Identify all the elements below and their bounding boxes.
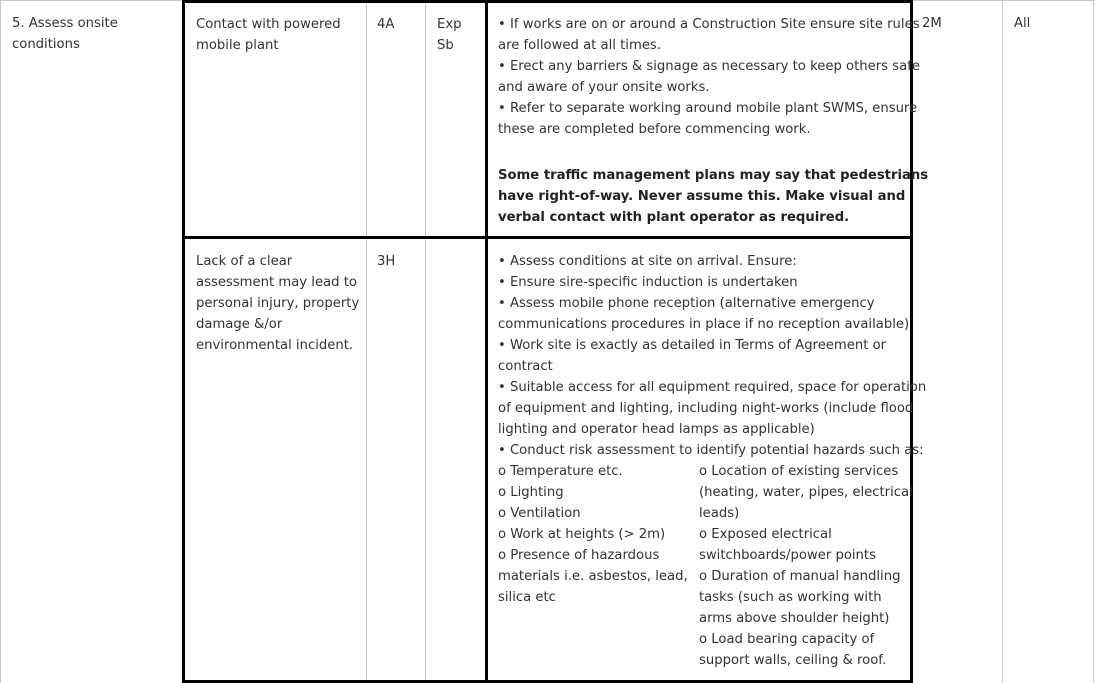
hazard-block-top-border	[182, 0, 913, 3]
hazard-line: mobile plant	[196, 38, 279, 53]
hazard-list-right	[699, 461, 913, 671]
code: Exp	[437, 17, 462, 32]
code: Sb	[437, 38, 454, 53]
hazard-2-risk	[377, 251, 395, 272]
hazard-list-item: silica etc	[498, 590, 556, 605]
activity-line: conditions	[12, 37, 80, 52]
hazard-line: Lack of a clear	[196, 254, 293, 269]
hazard-list-item: tasks (such as working with	[699, 590, 882, 605]
control-line: • Ensure sire-specific induction is undertaken	[498, 275, 798, 290]
control-line: of equipment and lighting, including night-works (include flood	[498, 401, 914, 416]
hazard-1-description	[196, 14, 341, 56]
risk-rating: 4A	[377, 17, 395, 32]
hazard-block-left-border	[182, 0, 185, 683]
hazard-line: damage &/or	[196, 317, 283, 332]
hazard-line: Contact with powered	[196, 17, 341, 32]
hazard-list-item: o Load bearing capacity of	[699, 632, 875, 647]
control-line: • Refer to separate working around mobile plant SWMS, ensure	[498, 101, 918, 116]
hazard-list-left	[498, 461, 688, 608]
control-line: • Work site is exactly as detailed in Terms of Agreement or	[498, 338, 887, 353]
applies-to-cell	[1014, 13, 1030, 34]
hazard-list-item: o Exposed electrical	[699, 527, 832, 542]
hazard-1-risk	[377, 14, 394, 35]
hazard-2-controls	[498, 251, 926, 461]
control-line: these are completed before commencing work.	[498, 122, 811, 137]
hazard-line: environmental incident.	[196, 338, 354, 353]
hazard-row-divider	[182, 236, 913, 239]
responsibility-cell	[922, 13, 942, 34]
hazard-list-item: o Ventilation	[498, 506, 581, 521]
hazard-list-item: o Presence of hazardous	[498, 548, 660, 563]
hazard-list-item: switchboards/power points	[699, 548, 876, 563]
control-line: • Assess conditions at site on arrival. Ensure:	[498, 254, 797, 269]
control-line: • Erect any barriers & signage as necessary to keep others safe	[498, 59, 920, 74]
activity-cell	[12, 13, 118, 55]
hazard-list-item: support walls, ceiling & roof.	[699, 653, 887, 668]
table-right-border	[1093, 0, 1094, 683]
hazard-list-item: arms above shoulder height)	[699, 611, 890, 626]
responsibility-value: 2M	[922, 16, 942, 31]
control-line: communications procedures in place if no reception available)	[498, 317, 910, 332]
hazard-line: assessment may lead to	[196, 275, 357, 290]
hazard-list-item: o Duration of manual handling	[699, 569, 901, 584]
control-line: contract	[498, 359, 553, 374]
divider-resp-applies	[1002, 0, 1003, 683]
hazard-list-item: materials i.e. asbestos, lead,	[498, 569, 688, 584]
control-line: lighting and operator head lamps as applicable)	[498, 422, 815, 437]
warning-line: have right-of-way. Never assume this. Make visual and	[498, 189, 906, 204]
control-line: are followed at all times.	[498, 38, 661, 53]
hazard-list-item: o Lighting	[498, 485, 564, 500]
divider-hazard-risk-1	[366, 2, 367, 238]
control-line: • Suitable access for all equipment required, space for operation	[498, 380, 927, 395]
divider-risk-codes-2	[425, 240, 426, 683]
hazard-list-item: (heating, water, pipes, electrical	[699, 485, 913, 500]
hazard-list-item: o Work at heights (> 2m)	[498, 527, 666, 542]
activity-line: 5. Assess onsite	[12, 16, 118, 31]
warning-line: verbal contact with plant operator as required.	[498, 210, 850, 225]
applies-to-value: All	[1014, 16, 1031, 31]
control-line: and aware of your onsite works.	[498, 80, 710, 95]
hazard-list-item: o Location of existing services	[699, 464, 899, 479]
hazard-1-codes	[437, 14, 462, 56]
hazard-list-item: o Temperature etc.	[498, 464, 623, 479]
risk-rating: 3H	[377, 254, 396, 269]
hazard-2-description	[196, 251, 359, 356]
table-left-border	[0, 0, 1, 683]
controls-left-border	[485, 0, 488, 683]
control-line: • Assess mobile phone reception (alternative emergency	[498, 296, 875, 311]
control-line: • If works are on or around a Construction Site ensure site rules	[498, 17, 920, 32]
control-line: • Conduct risk assessment to identify potential hazards such as:	[498, 443, 924, 458]
divider-risk-codes-1	[425, 2, 426, 238]
hazard-list-item: leads)	[699, 506, 740, 521]
hazard-1-controls	[498, 14, 920, 140]
warning-line: Some traffic management plans may say that pedestrians	[498, 168, 929, 183]
hazard-1-warning	[498, 165, 928, 228]
hazard-line: personal injury, property	[196, 296, 360, 311]
divider-hazard-risk-2	[366, 240, 367, 683]
